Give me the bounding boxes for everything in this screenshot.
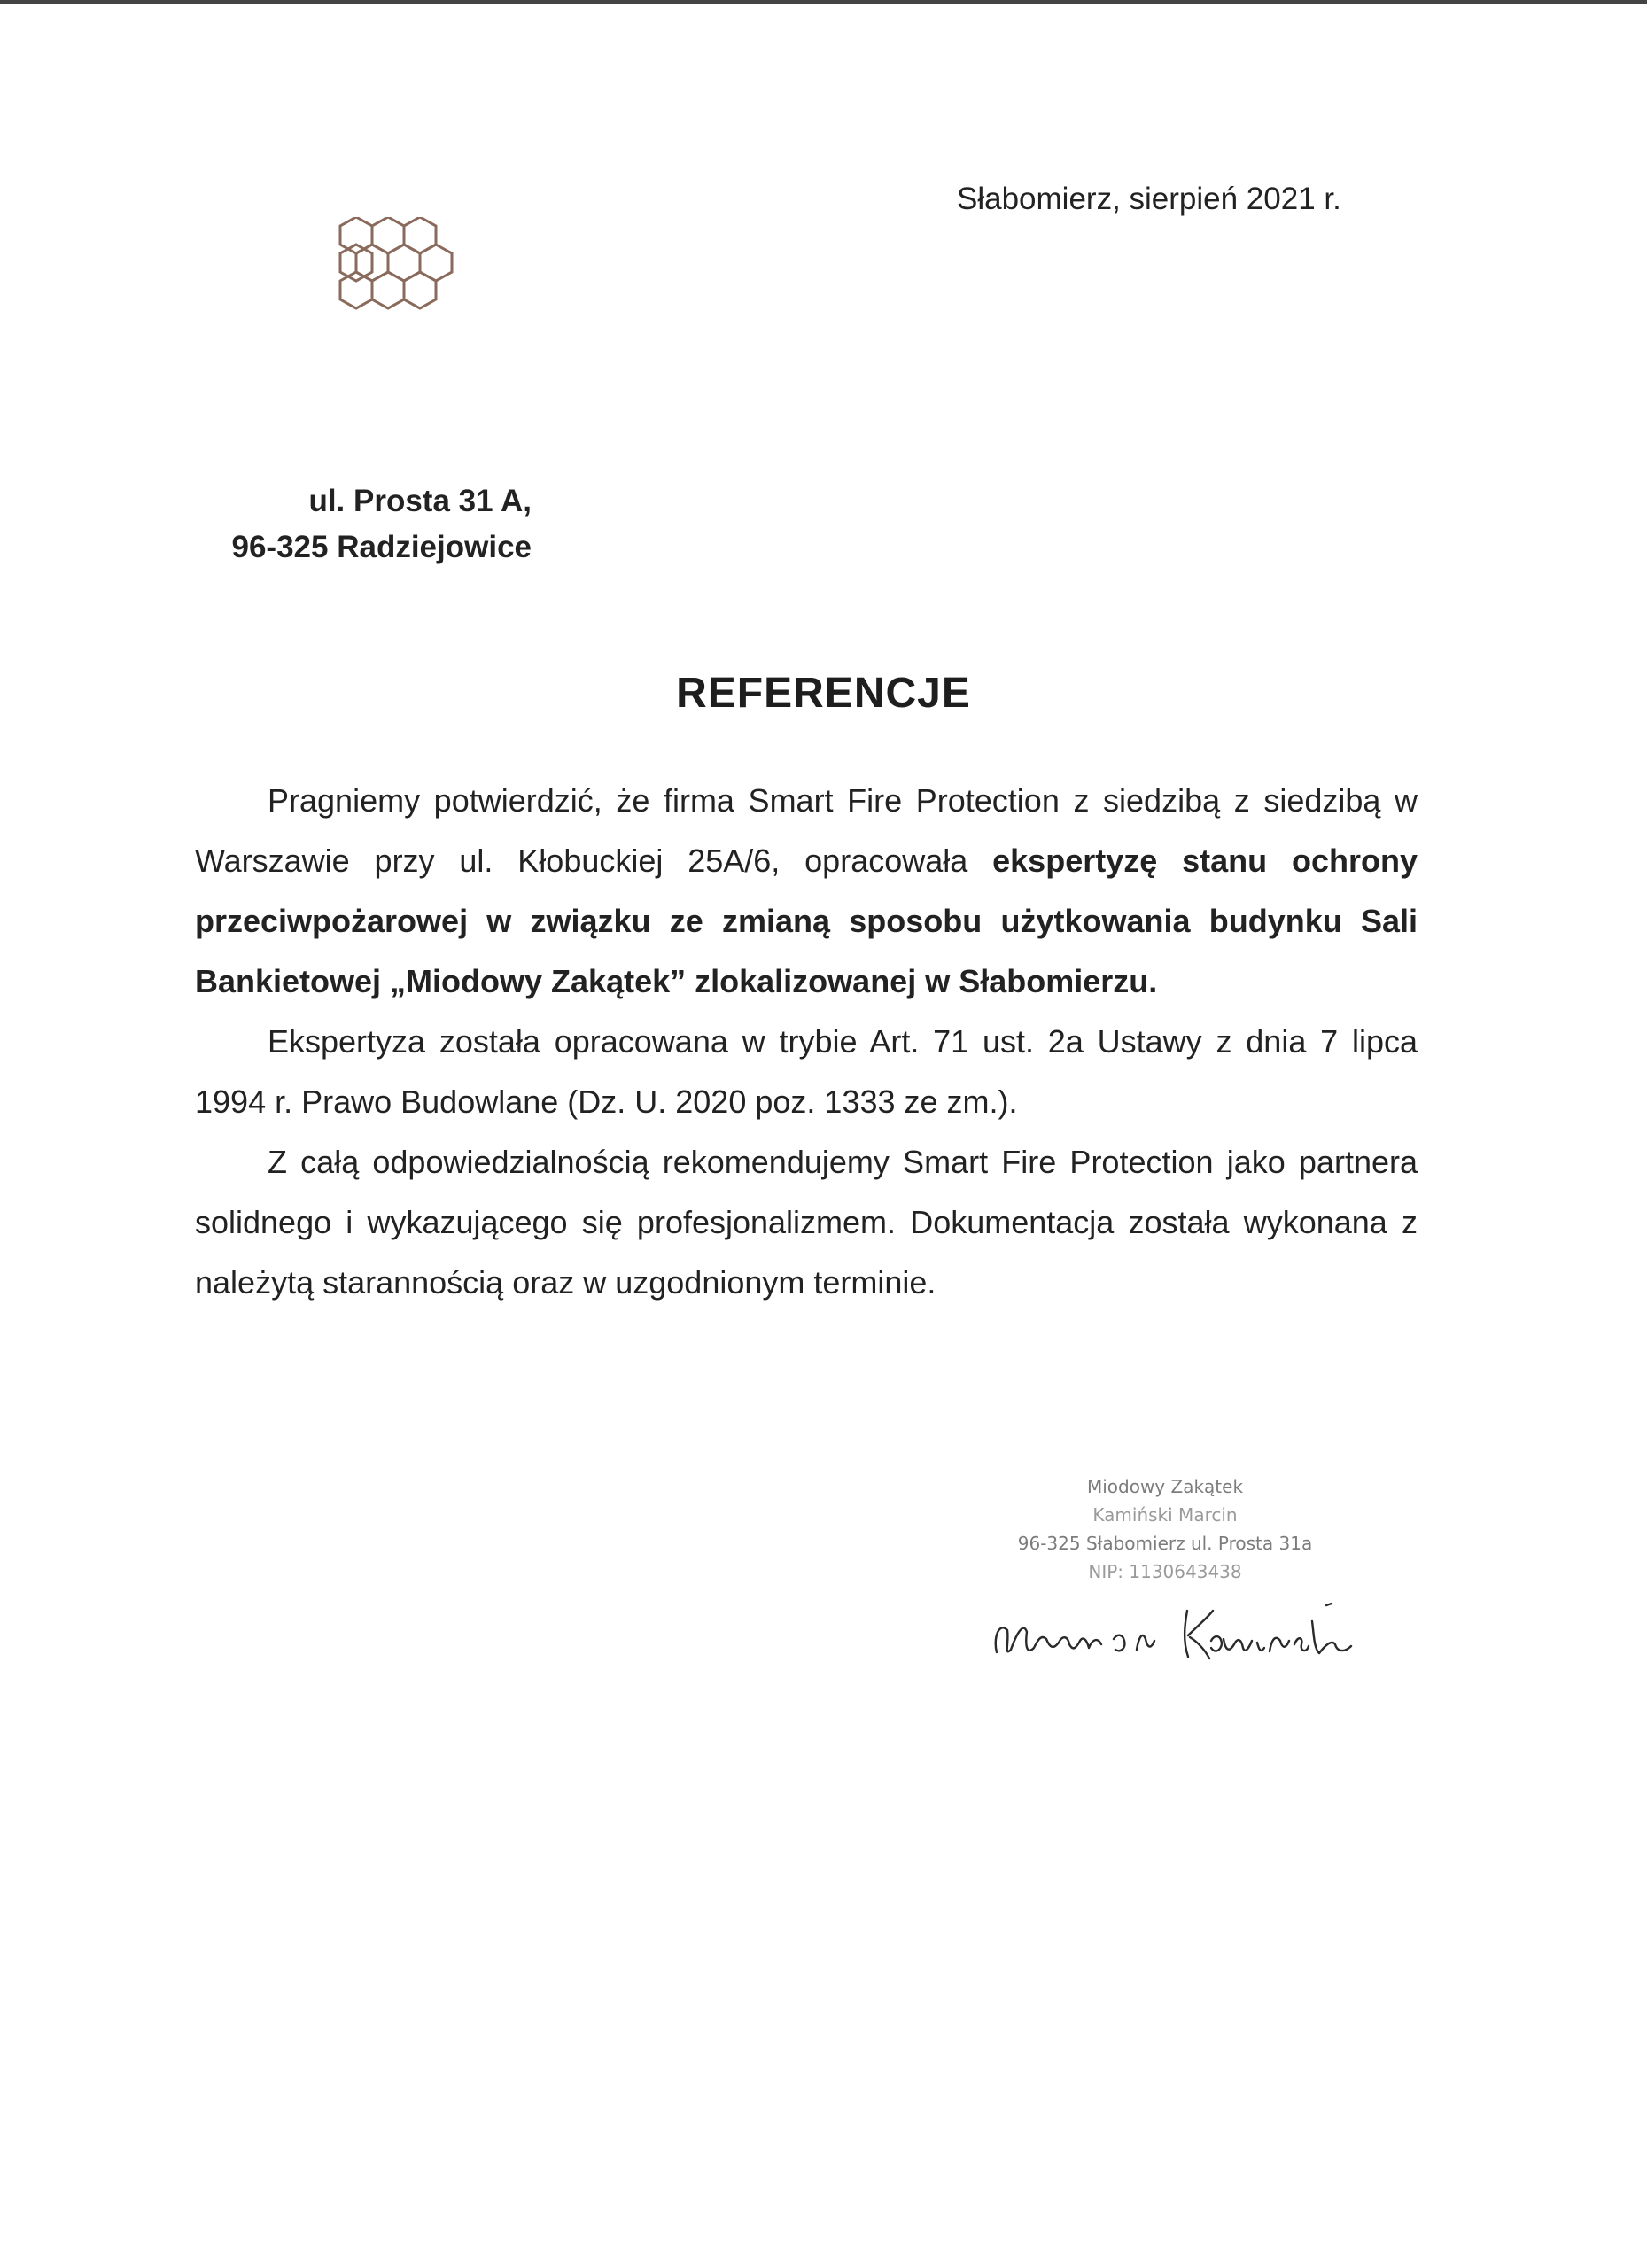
- paragraph-1-text: Pragniemy potwierdzić, że firma Smart Fire Protection z siedzibą z siedzibą w Warszawie przy ul. Kłobuckiej 25A/6, opracowała: [195, 782, 1418, 879]
- paragraph-3: Z całą odpowiedzialnością rekomendujemy Smart Fire Protection jako partnera solidnego i wykazującego się profesjonalizmem. Dokumentacja została wykonana z należytą starannością oraz w uzgodnionym terminie.: [195, 1144, 1418, 1301]
- document-title: REFERENCJE: [676, 670, 971, 717]
- document-body: [195, 771, 1418, 1313]
- stamp-owner: Kamiński Marcin: [1092, 1504, 1238, 1526]
- paragraph-2: Ekspertyza została opracowana w trybie Art. 71 ust. 2a Ustawy z dnia 7 lipca 1994 r. Prawo Budowlane (Dz. U. 2020 poz. 1333 ze zm.).: [195, 1023, 1418, 1120]
- recipient-address: [195, 478, 532, 571]
- address-street: ul. Prosta 31 A,: [308, 484, 532, 518]
- honeycomb-logo-icon: [330, 217, 507, 359]
- paragraph-1-bold: ekspertyzę stanu ochrony przeciwpożarowej w związku ze zmianą sposobu użytkowania budynku Sali Bankietowej „Miodowy Zakątek” zlokalizowanej w Słabomierzu.: [195, 843, 1418, 999]
- stamp-company: Miodowy Zakątek: [1086, 1476, 1244, 1497]
- paragraph-1: [195, 771, 1418, 1012]
- place-date: Słabomierz, sierpień 2021 r.: [957, 182, 1341, 216]
- handwritten-signature: [988, 1586, 1387, 1683]
- stamp-nip: NIP: 1130643438: [1088, 1561, 1242, 1582]
- company-stamp: [957, 1472, 1373, 1586]
- address-city: 96-325 Radziejowice: [231, 530, 532, 564]
- stamp-address: 96-325 Słabomierz ul. Prosta 31a: [1017, 1533, 1313, 1554]
- scan-top-border: [0, 0, 1647, 4]
